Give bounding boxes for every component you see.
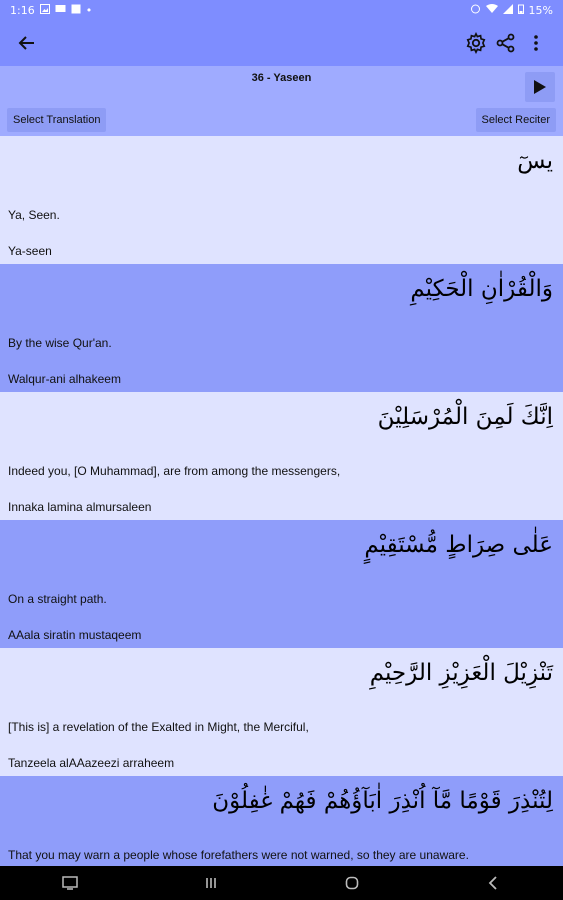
dot-icon: • [85,3,93,17]
back-button[interactable] [12,28,42,58]
alarm-icon [470,3,481,17]
recents-icon [204,876,218,890]
play-icon [533,79,547,95]
verse-translation: Indeed you, [O Muhammad], are from among the messengers, [8,464,341,478]
system-nav-bar [0,866,563,900]
nav-recents-button[interactable] [191,868,231,898]
verse-transliteration: Ya-seen [8,244,52,258]
verse-translation: That you may warn a people whose forefathers were not warned, so they are unaware. [8,848,469,862]
verse-item[interactable] [0,648,563,776]
home-icon [345,876,359,890]
verse-translation: On a straight path. [8,592,107,606]
verse-translation: [This is] a revelation of the Exalted in Might, the Merciful, [8,720,309,734]
status-bar [0,0,563,20]
verse-transliteration: Walqur-ani alhakeem [8,372,121,386]
arrow-back-icon [18,34,36,52]
verse-arabic: تَنْزِيْلَ الْعَزِيْزِ الرَّحِيْمِ [369,660,553,686]
settings-button[interactable] [461,28,491,58]
verse-item[interactable] [0,264,563,392]
verse-arabic: اِنَّكَ لَمِنَ الْمُرْسَلِيْنَ [377,404,553,430]
verse-item[interactable] [0,392,563,520]
wifi-icon [486,4,498,17]
gallery-notification-icon [40,4,50,17]
verse-transliteration: AAala siratin mustaqeem [8,628,142,642]
verse-transliteration: Innaka lamina almursaleen [8,500,152,514]
screenshot-icon [62,876,78,890]
verse-item[interactable] [0,520,563,648]
gear-icon [465,32,487,54]
verse-item[interactable] [0,776,563,866]
battery-icon [518,4,524,17]
overflow-menu-button[interactable] [521,28,551,58]
verse-arabic: وَالْقُرْاٰنِ الْحَكِيْمِ [410,276,553,302]
verse-arabic: يسٓ [517,148,553,174]
nav-back-button[interactable] [473,868,513,898]
verse-translation: By the wise Qur'an. [8,336,112,350]
nav-screenshot-button[interactable] [50,868,90,898]
back-chevron-icon [488,876,498,890]
select-translation-button[interactable]: Select Translation [7,108,106,132]
surah-title: 36 - Yaseen [251,72,312,84]
share-button[interactable] [491,28,521,58]
signal-icon [503,4,513,17]
verse-arabic: لِتُنْذِرَ قَوْمًا مَّآ اُنْذِرَ اٰبَآؤُهُمْ فَهُمْ غٰفِلُوْنَ [212,788,553,814]
select-reciter-button[interactable]: Select Reciter [476,108,556,132]
verse-transliteration: Tanzeela alAAazeezi arraheem [8,756,175,770]
battery-percent: 15% [528,3,553,17]
verse-list[interactable] [0,136,563,866]
verse-translation: Ya, Seen. [8,208,60,222]
message-notification-icon [55,4,66,17]
more-vert-icon [533,34,539,52]
media-notification-icon [71,4,81,17]
status-time: 1:16 [10,3,35,17]
app-bar [0,20,563,66]
nav-home-button[interactable] [332,868,372,898]
share-icon [496,33,516,53]
verse-item[interactable] [0,136,563,264]
surah-header [0,66,563,136]
play-button[interactable] [525,72,555,102]
verse-arabic: عَلٰى صِرَاطٍ مُّسْتَقِيْمٍ [364,532,553,558]
